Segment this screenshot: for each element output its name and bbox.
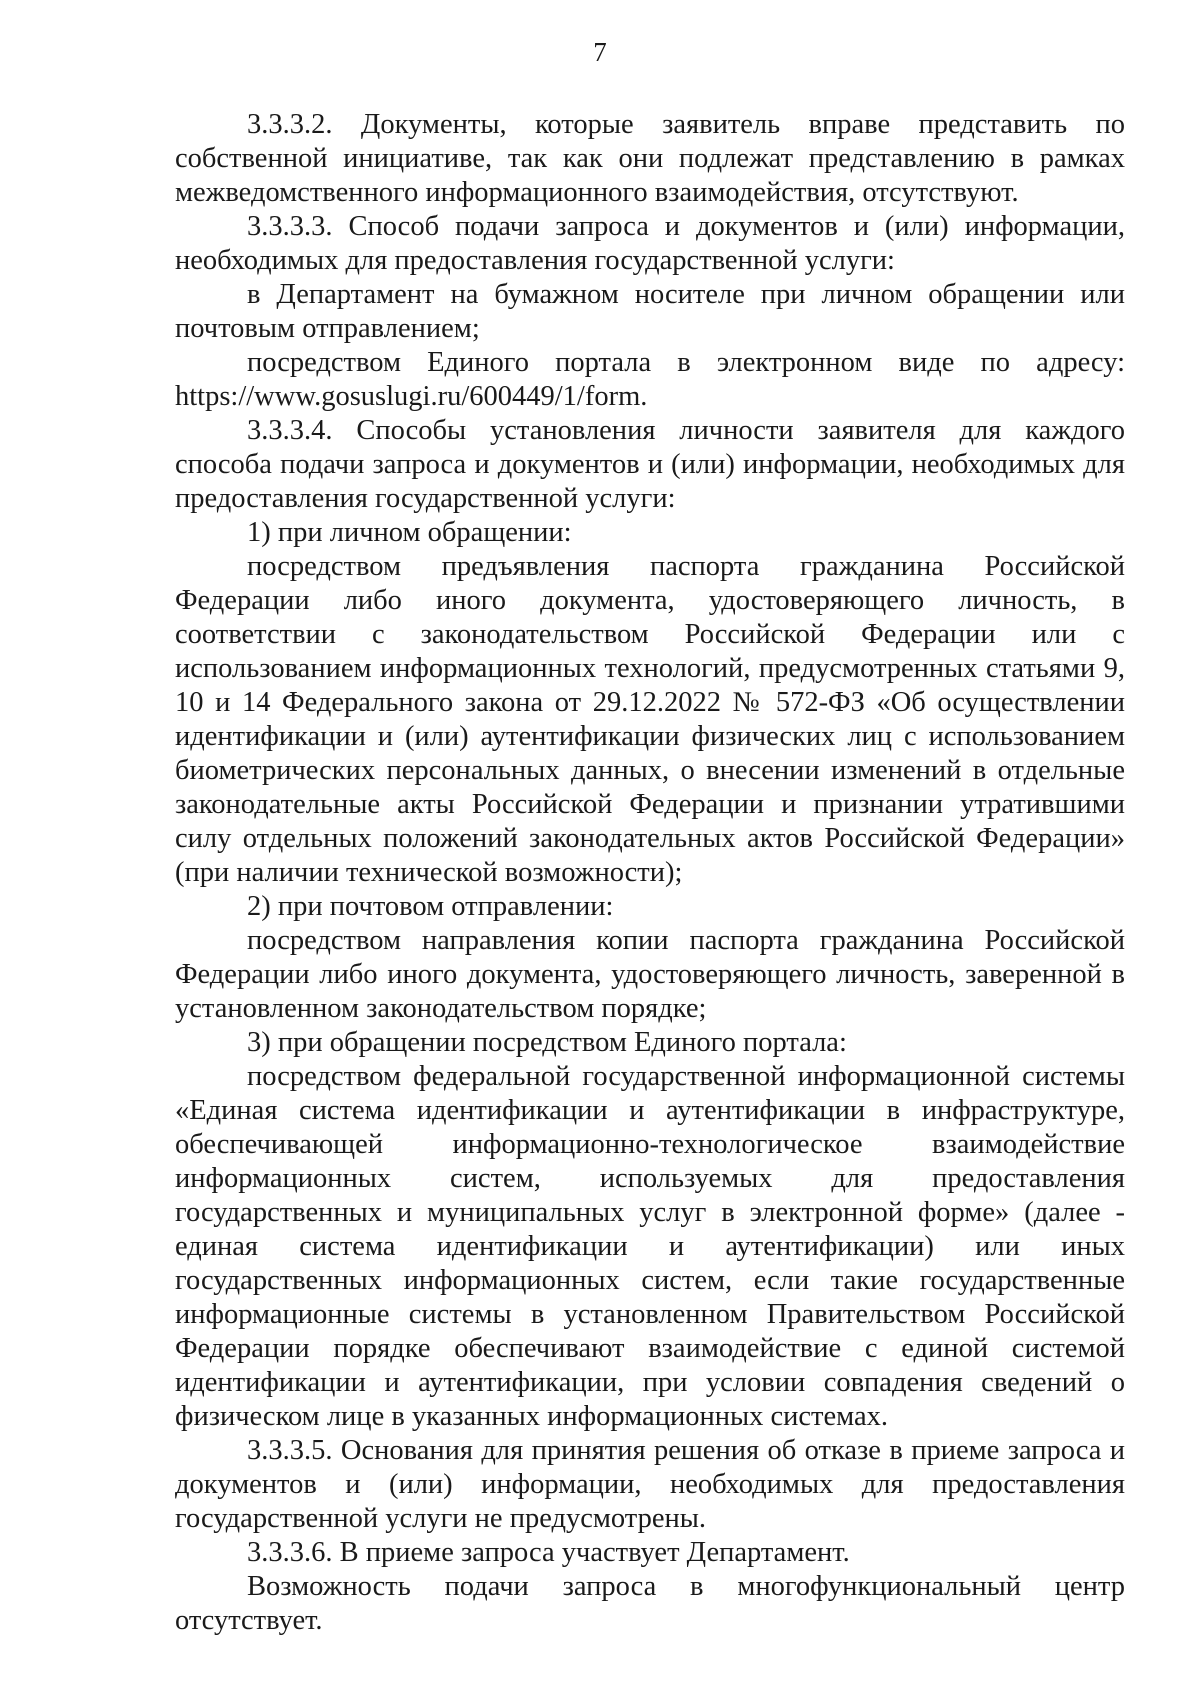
paragraph-3-3-3-3: 3.3.3.3. Способ подачи запроса и документов и (или) информации, необходимых для предоставления государственной услуги: — [175, 211, 1125, 276]
list-item-postal: 2) при почтовом отправлении: — [247, 891, 614, 922]
paragraph-portal-submission: посредством Единого портала в электронном виде по адресу: https://www.gosuslugi.ru/600449/1/form. — [175, 347, 1125, 412]
page-number: 7 — [593, 37, 607, 67]
document-body — [175, 108, 1125, 1638]
paragraph-3-3-3-4: 3.3.3.4. Способы установления личности заявителя для каждого способа подачи запроса и документов и (или) информации, необходимых для предоставления государственной услуги: — [175, 415, 1125, 514]
paragraph-portal-details: посредством федеральной государственной информационной системы «Единая система идентификации и аутентификации в инфраструктуре, обеспечивающей информационно-технологическое взаимодействие информационных систем, используемых для предоставления государственных и муниципальных услуг в электронной форме» (далее - единая система идентификации и аутентификации) или иных государственных информационных систем, если такие государственные информационные системы в установленном Правительством Российской Федерации порядке обеспечивают взаимодействие с единой системой идентификации и аутентификации, при условии совпадения сведений о физическом лице в указанных информационных системах. — [175, 1061, 1125, 1432]
paragraph-personal-visit-details: посредством предъявления паспорта гражданина Российской Федерации либо иного документа, удостоверяющего личность, в соответствии с законодательством Российской Федерации или с использованием информационных технологий, предусмотренных статьями 9, 10 и 14 Федерального закона от 29.12.2022 № 572-ФЗ «Об осуществлении идентификации и (или) аутентификации физических лиц с использованием биометрических персональных данных, о внесении изменений в отдельные законодательные акты Российской Федерации и признании утратившими силу отдельных положений законодательных актов Российской Федерации» (при наличии технической возможности); — [175, 551, 1125, 888]
paragraph-mfc: Возможность подачи запроса в многофункциональный центр отсутствует. — [175, 1571, 1125, 1636]
paragraph-3-3-3-2: 3.3.3.2. Документы, которые заявитель вправе представить по собственной инициативе, так как они подлежат представлению в рамках межведомственного информационного взаимодействия, отсутствуют. — [175, 109, 1125, 208]
paragraph-paper-submission: в Департамент на бумажном носителе при личном обращении или почтовым отправлением; — [175, 279, 1125, 344]
list-item-portal: 3) при обращении посредством Единого портала: — [247, 1027, 847, 1058]
list-item-personal-visit: 1) при личном обращении: — [247, 517, 572, 548]
paragraph-postal-details: посредством направления копии паспорта гражданина Российской Федерации либо иного документа, удостоверяющего личность, заверенной в установленном законодательством порядке; — [175, 925, 1125, 1024]
paragraph-3-3-3-5: 3.3.3.5. Основания для принятия решения об отказе в приеме запроса и документов и (или) информации, необходимых для предоставления государственной услуги не предусмотрены. — [175, 1435, 1125, 1534]
paragraph-3-3-3-6: 3.3.3.6. В приеме запроса участвует Департамент. — [247, 1537, 850, 1568]
